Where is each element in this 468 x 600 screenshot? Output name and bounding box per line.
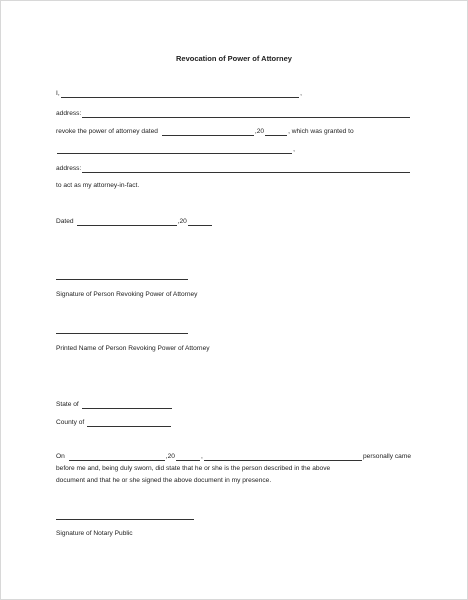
dated-line (56, 217, 213, 226)
printed-name-label: Printed Name of Person Revoking Power of Attorney (56, 345, 210, 352)
notary-text-3: document and that he or she signed the above document in my presence. (56, 477, 272, 484)
dated-year-field[interactable] (188, 218, 212, 226)
address-label-1: address: (56, 110, 82, 117)
personally-came: personally came (362, 453, 411, 460)
dated-date-field[interactable] (77, 218, 177, 226)
printed-name-field[interactable] (56, 333, 188, 334)
notary-signature-field[interactable] (56, 519, 194, 520)
principal-address-field[interactable] (82, 110, 410, 118)
granted-text: , which was granted to (288, 128, 354, 135)
address-label-2: address: (56, 165, 82, 172)
agent-address-field[interactable] (82, 165, 410, 173)
attorney-text: to act as my attorney-in-fact. (56, 182, 140, 189)
notary-year-field[interactable] (176, 453, 200, 461)
revoking-signature-field[interactable] (56, 279, 188, 280)
on-year-prefix: ,20 (165, 453, 175, 460)
on-label: On (56, 453, 65, 460)
agent-address-line (56, 164, 411, 173)
principal-prefix: I, (56, 90, 60, 97)
notary-person-field[interactable] (204, 453, 362, 461)
poa-year-prefix: ,20 (254, 128, 265, 135)
state-line (56, 400, 173, 409)
principal-suffix: , (300, 90, 302, 97)
on-separator: , (200, 453, 203, 460)
document-title: Revocation of Power of Attorney (176, 54, 292, 63)
revoke-text: revoke the power of attorney dated (56, 128, 158, 135)
poa-date-field[interactable] (162, 128, 254, 136)
notary-text-2: before me and, being duly sworn, did state that he or she is the person described in the above (56, 465, 331, 472)
principal-name-field[interactable] (61, 90, 299, 98)
notary-line-1 (56, 452, 411, 461)
poa-year-field[interactable] (265, 128, 287, 136)
county-field[interactable] (87, 419, 171, 427)
dated-year-prefix: ,20 (177, 218, 187, 225)
state-label: State of (56, 401, 79, 408)
agent-line (56, 145, 295, 154)
principal-address-line (56, 109, 411, 118)
state-field[interactable] (82, 401, 172, 409)
county-label: County of (56, 419, 85, 426)
county-line (56, 418, 172, 427)
notary-date-field[interactable] (69, 453, 165, 461)
agent-suffix: , (293, 146, 295, 153)
dated-label: Dated (56, 218, 74, 225)
notary-signature-label: Signature of Notary Public (56, 530, 133, 537)
revoking-signature-label: Signature of Person Revoking Power of Attorney (56, 291, 198, 298)
agent-name-field[interactable] (57, 146, 292, 154)
revoke-line (56, 127, 411, 136)
principal-line (56, 89, 302, 98)
